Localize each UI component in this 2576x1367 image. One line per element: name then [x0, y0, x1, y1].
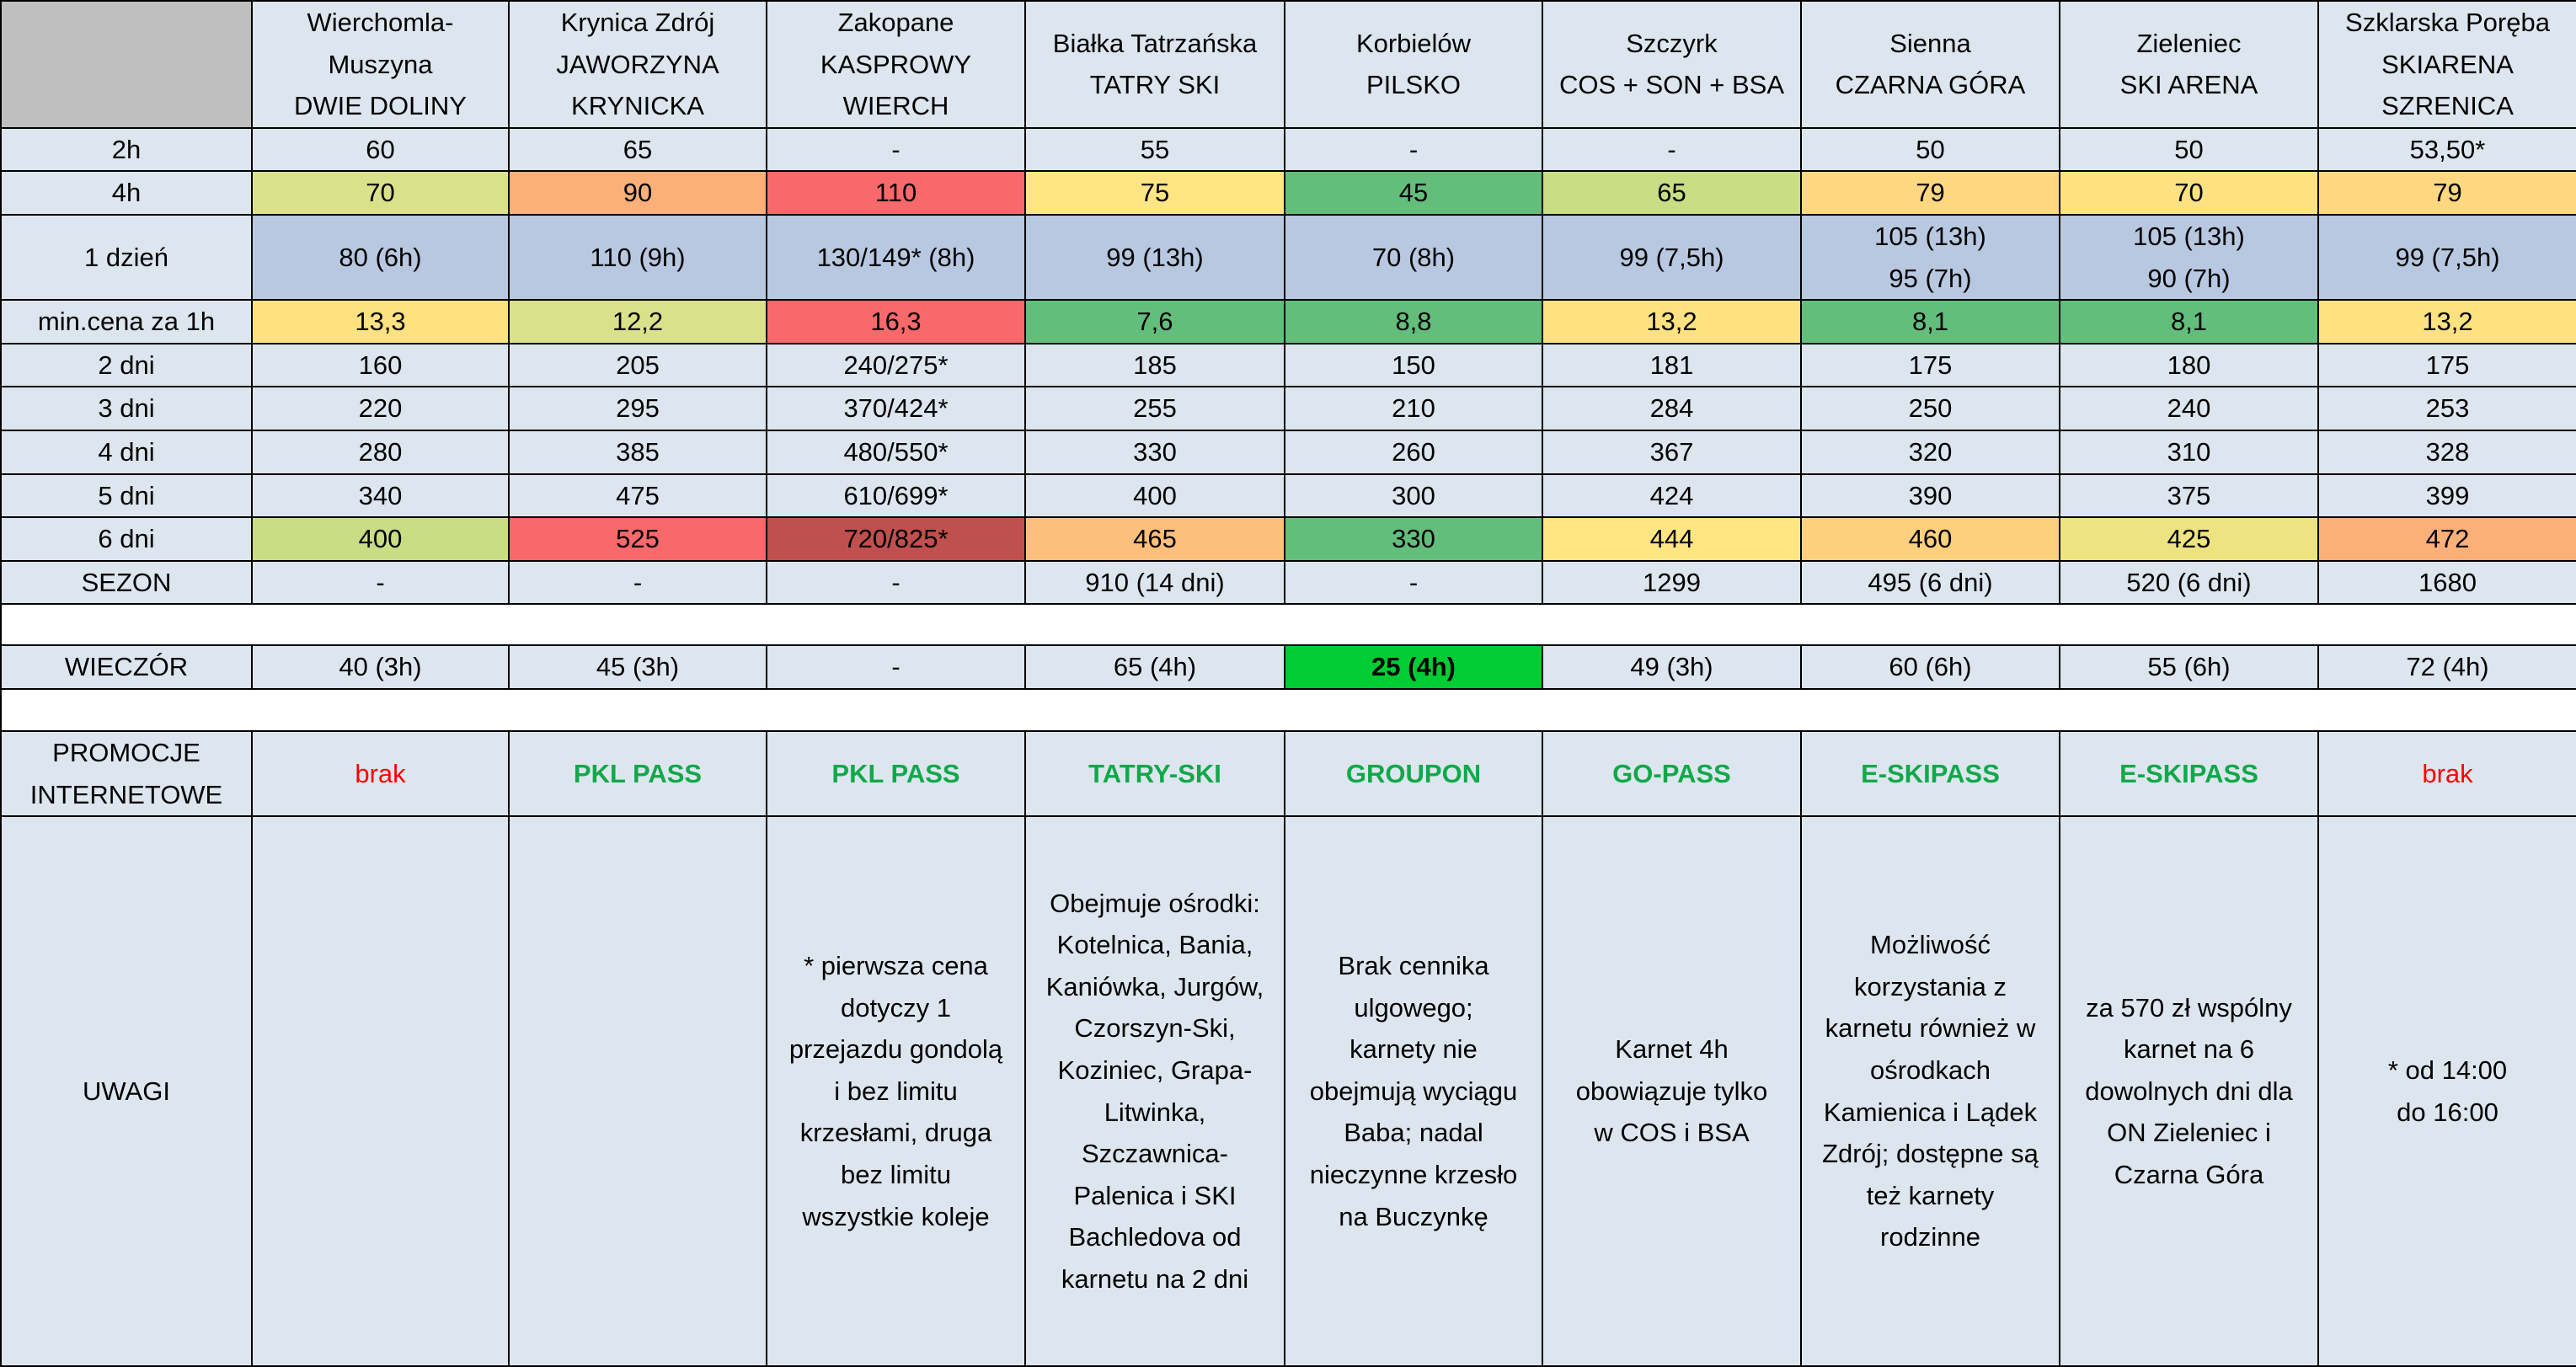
price-cell: 180 [2060, 344, 2318, 387]
column-header-resort: Zakopane KASPROWY WIERCH [767, 1, 1025, 128]
price-row [1, 474, 2576, 518]
row-label: 6 dni [1, 517, 252, 561]
price-row [1, 517, 2576, 561]
price-cell: 475 [509, 474, 767, 518]
promo-cell: brak [2318, 731, 2576, 816]
price-cell: 70 (8h) [1285, 215, 1542, 300]
price-cell: 367 [1542, 430, 1801, 474]
price-cell: 185 [1025, 344, 1285, 387]
evening-price-cell: 60 (6h) [1801, 645, 2060, 689]
price-cell: - [767, 128, 1025, 172]
row-label: 2 dni [1, 344, 252, 387]
price-cell: 320 [1801, 430, 2060, 474]
price-cell: 495 (6 dni) [1801, 561, 2060, 605]
price-cell: 53,50* [2318, 128, 2576, 172]
evening-price-cell: 40 (3h) [252, 645, 509, 689]
price-cell: 7,6 [1025, 300, 1285, 344]
price-cell: 8,8 [1285, 300, 1542, 344]
price-cell: - [252, 561, 509, 605]
price-cell: 444 [1542, 517, 1801, 561]
price-cell: 910 (14 dni) [1025, 561, 1285, 605]
price-row [1, 561, 2576, 605]
spacer-row [1, 689, 2576, 731]
column-header-resort: Sienna CZARNA GÓRA [1801, 1, 2060, 128]
row-label: PROMOCJE INTERNETOWE [1, 731, 252, 816]
price-cell: 280 [252, 430, 509, 474]
column-header-resort: Białka Tatrzańska TATRY SKI [1025, 1, 1285, 128]
price-cell: 175 [1801, 344, 2060, 387]
row-label: 5 dni [1, 474, 252, 518]
column-header-resort: Szklarska Poręba SKIARENA SZRENICA [2318, 1, 2576, 128]
price-cell: 328 [2318, 430, 2576, 474]
price-cell: 70 [252, 171, 509, 215]
price-cell: 399 [2318, 474, 2576, 518]
row-label: 3 dni [1, 387, 252, 430]
price-cell: 210 [1285, 387, 1542, 430]
column-header-resort: Szczyrk COS + SON + BSA [1542, 1, 1801, 128]
price-cell: 425 [2060, 517, 2318, 561]
price-cell: 205 [509, 344, 767, 387]
column-header-resort: Wierchomla- Muszyna DWIE DOLINY [252, 1, 509, 128]
price-cell: 250 [1801, 387, 2060, 430]
price-cell: 220 [252, 387, 509, 430]
row-label: 1 dzień [1, 215, 252, 300]
header-row [1, 1, 2576, 128]
price-cell: 110 (9h) [509, 215, 767, 300]
price-cell: 16,3 [767, 300, 1025, 344]
price-cell: 99 (7,5h) [2318, 215, 2576, 300]
price-cell: 110 [767, 171, 1025, 215]
promo-row [1, 731, 2576, 816]
price-cell: 175 [2318, 344, 2576, 387]
promo-cell: E-SKIPASS [2060, 731, 2318, 816]
note-cell [252, 816, 509, 1366]
note-cell: Obejmuje ośrodki: Kotelnica, Bania, Kaniówka, Jurgów, Czorszyn-Ski, Koziniec, Grapa- Litwinka, Szczawnica- Palenica i SKI Bachledova od karnetu na 2 dni [1025, 816, 1285, 1366]
price-cell: 45 [1285, 171, 1542, 215]
note-cell: Karnet 4h obowiązuje tylko w COS i BSA [1542, 816, 1801, 1366]
price-cell: 520 (6 dni) [2060, 561, 2318, 605]
price-cell: 390 [1801, 474, 2060, 518]
price-cell: - [1542, 128, 1801, 172]
row-label: UWAGI [1, 816, 252, 1366]
price-cell: 385 [509, 430, 767, 474]
price-cell: 370/424* [767, 387, 1025, 430]
price-row [1, 344, 2576, 387]
row-label: 2h [1, 128, 252, 172]
price-cell: 79 [2318, 171, 2576, 215]
price-row [1, 215, 2576, 300]
spacer-cell [1, 689, 2576, 731]
evening-price-cell: 45 (3h) [509, 645, 767, 689]
price-cell: 310 [2060, 430, 2318, 474]
corner-cell [1, 1, 252, 128]
evening-price-cell: 49 (3h) [1542, 645, 1801, 689]
price-cell: 1680 [2318, 561, 2576, 605]
promo-cell: GO-PASS [1542, 731, 1801, 816]
promo-cell: PKL PASS [767, 731, 1025, 816]
price-cell: 330 [1025, 430, 1285, 474]
price-cell: 80 (6h) [252, 215, 509, 300]
column-header-resort: Krynica Zdrój JAWORZYNA KRYNICKA [509, 1, 767, 128]
price-cell: 480/550* [767, 430, 1025, 474]
row-label: 4h [1, 171, 252, 215]
price-row [1, 430, 2576, 474]
price-cell: 105 (13h) 90 (7h) [2060, 215, 2318, 300]
price-cell: 99 (13h) [1025, 215, 1285, 300]
price-cell: 70 [2060, 171, 2318, 215]
price-cell: - [509, 561, 767, 605]
spacer-cell [1, 604, 2576, 645]
note-cell: * pierwsza cena dotyczy 1 przejazdu gondolą i bez limitu krzesłami, druga bez limitu wszystkie koleje [767, 816, 1025, 1366]
price-cell: 55 [1025, 128, 1285, 172]
evening-price-cell: - [767, 645, 1025, 689]
note-cell: Brak cennika ulgowego; karnety nie obejmują wyciągu Baba; nadal nieczynne krzesło na Buczynkę [1285, 816, 1542, 1366]
price-cell: 160 [252, 344, 509, 387]
promo-cell: GROUPON [1285, 731, 1542, 816]
price-cell: 50 [1801, 128, 2060, 172]
price-cell: - [767, 561, 1025, 605]
evening-price-cell: 65 (4h) [1025, 645, 1285, 689]
price-cell: 253 [2318, 387, 2576, 430]
price-cell: 13,2 [1542, 300, 1801, 344]
column-header-resort: Zieleniec SKI ARENA [2060, 1, 2318, 128]
evening-price-cell: 55 (6h) [2060, 645, 2318, 689]
price-cell: 75 [1025, 171, 1285, 215]
price-cell: 79 [1801, 171, 2060, 215]
note-cell [509, 816, 767, 1366]
price-cell: 240 [2060, 387, 2318, 430]
price-cell: 65 [1542, 171, 1801, 215]
price-cell: 255 [1025, 387, 1285, 430]
price-cell: 105 (13h) 95 (7h) [1801, 215, 2060, 300]
note-cell: Możliwość korzystania z karnetu również w ośrodkach Kamienica i Lądek Zdrój; dostępne są też karnety rodzinne [1801, 816, 2060, 1366]
spacer-row [1, 604, 2576, 645]
price-row [1, 171, 2576, 215]
promo-cell: E-SKIPASS [1801, 731, 2060, 816]
price-cell: 472 [2318, 517, 2576, 561]
price-cell: 240/275* [767, 344, 1025, 387]
price-cell: 1299 [1542, 561, 1801, 605]
price-cell: 720/825* [767, 517, 1025, 561]
note-cell: * od 14:00 do 16:00 [2318, 816, 2576, 1366]
price-cell: 300 [1285, 474, 1542, 518]
evening-price-cell: 25 (4h) [1285, 645, 1542, 689]
price-cell: 375 [2060, 474, 2318, 518]
evening-price-cell: 72 (4h) [2318, 645, 2576, 689]
price-cell: 90 [509, 171, 767, 215]
price-cell: 284 [1542, 387, 1801, 430]
price-cell: 525 [509, 517, 767, 561]
row-label: min.cena za 1h [1, 300, 252, 344]
price-row [1, 128, 2576, 172]
price-cell: 50 [2060, 128, 2318, 172]
evening-row [1, 645, 2576, 689]
price-cell: 150 [1285, 344, 1542, 387]
price-cell: - [1285, 561, 1542, 605]
price-cell: 8,1 [1801, 300, 2060, 344]
price-cell: 8,1 [2060, 300, 2318, 344]
price-cell: 65 [509, 128, 767, 172]
promo-cell: PKL PASS [509, 731, 767, 816]
price-cell: 295 [509, 387, 767, 430]
row-label: SEZON [1, 561, 252, 605]
row-label: 4 dni [1, 430, 252, 474]
price-cell: 130/149* (8h) [767, 215, 1025, 300]
note-cell: za 570 zł wspólny karnet na 6 dowolnych dni dla ON Zieleniec i Czarna Góra [2060, 816, 2318, 1366]
price-cell: - [1285, 128, 1542, 172]
column-header-resort: Korbielów PILSKO [1285, 1, 1542, 128]
price-cell: 13,2 [2318, 300, 2576, 344]
promo-cell: brak [252, 731, 509, 816]
price-cell: 400 [252, 517, 509, 561]
notes-row [1, 816, 2576, 1366]
price-row [1, 300, 2576, 344]
price-cell: 465 [1025, 517, 1285, 561]
price-cell: 340 [252, 474, 509, 518]
price-row [1, 387, 2576, 430]
price-cell: 424 [1542, 474, 1801, 518]
price-cell: 460 [1801, 517, 2060, 561]
price-cell: 12,2 [509, 300, 767, 344]
price-cell: 60 [252, 128, 509, 172]
price-cell: 181 [1542, 344, 1801, 387]
price-cell: 260 [1285, 430, 1542, 474]
price-cell: 400 [1025, 474, 1285, 518]
price-cell: 99 (7,5h) [1542, 215, 1801, 300]
price-cell: 610/699* [767, 474, 1025, 518]
price-cell: 13,3 [252, 300, 509, 344]
promo-cell: TATRY-SKI [1025, 731, 1285, 816]
row-label: WIECZÓR [1, 645, 252, 689]
price-cell: 330 [1285, 517, 1542, 561]
